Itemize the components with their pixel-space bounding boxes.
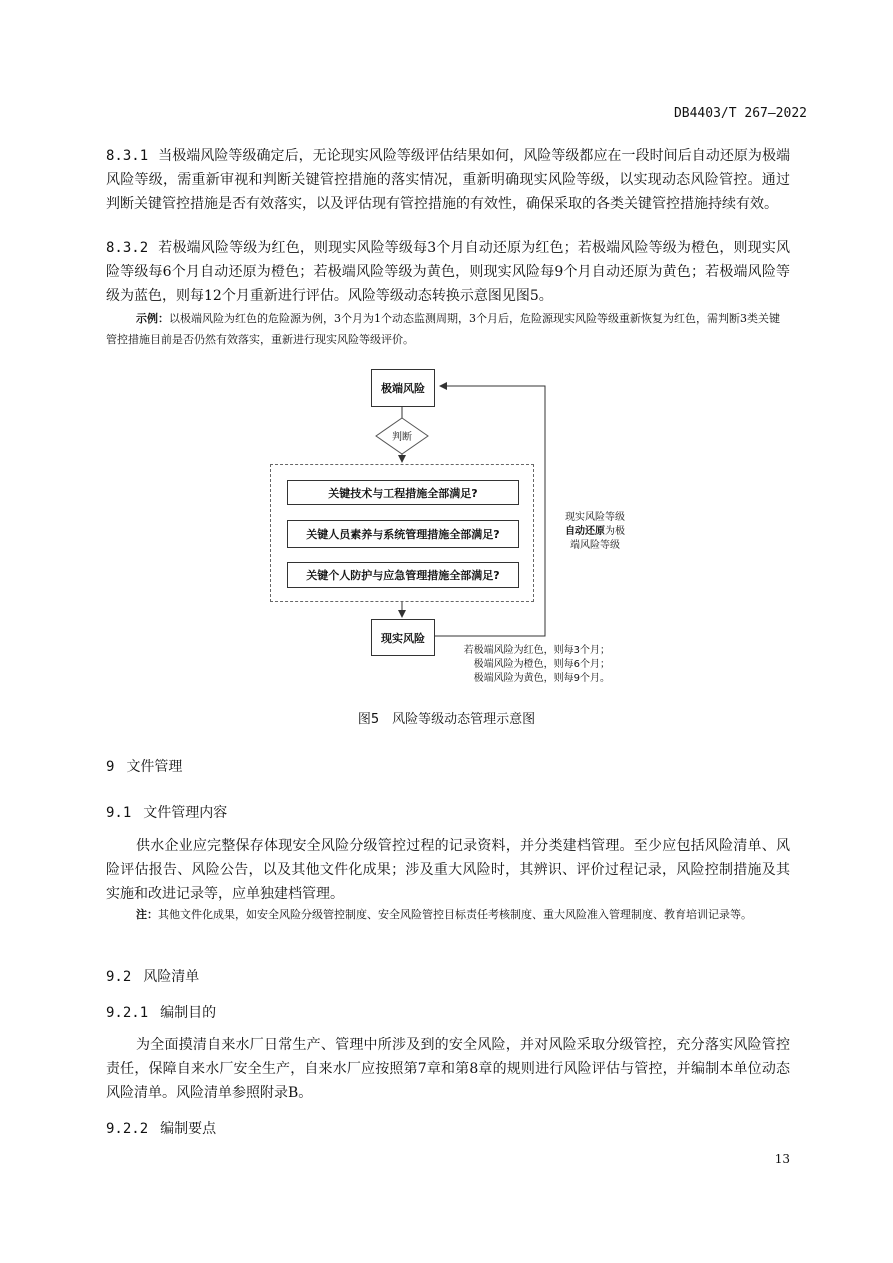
- section-title: 文件管理内容: [143, 805, 228, 821]
- section-title: 编制要点: [160, 1121, 217, 1137]
- section-title: 风险清单: [143, 969, 200, 985]
- section-title: 文件管理: [126, 759, 183, 775]
- clause-text: 若极端风险等级为红色，则现实风险等级每3个月自动还原为红色；若极端风险等级为橙色，则现实风险等级每6个月自动还原为橙色；若极端风险等级为黄色，则现实风险每9个月自动还原为黄色；若极端风险等级为蓝色，则每12个月重新进行评估。风险等级动态转换示意图见图5。: [106, 240, 790, 304]
- section-number: 9: [106, 759, 115, 775]
- cycle-orange: 极端风险为橙色，则每6个月；: [473, 659, 610, 670]
- clause-number: 8.3.1: [106, 148, 149, 164]
- clause-text: 当极端风险等级确定后，无论现实风险等级评估结果如何，风险等级都应在一段时间后自动还原为极端风险等级，需重新审视和判断关键管控措施的落实情况，重新明确现实风险等级，以实现动态风险管控。通过判断关键管控措施是否有效落实，以及评估现有管控措施的有效性，确保采取的各类关键管控措施持续有效。: [106, 148, 790, 212]
- section-9-1-text: 供水企业应完整保存体现安全风险分级管控过程的记录资料，并分类建档管理。至少应包括风险清单、风险评估报告、风险公告，以及其他文件化成果；涉及重大风险时，其辨识、评价过程记录，风险控制措施及其实施和改进记录等，应单独建档管理。: [106, 838, 790, 902]
- example-text: 以极端风险为红色的危险源为例，3个月为1个动态监测周期，3个月后，危险源现实风险等级重新恢复为红色，需判断3类关键管控措施目前是否仍然有效落实，重新进行现实风险等级评价。: [106, 312, 780, 346]
- check-personnel-box: 关键人员素养与系统管理措施全部满足?: [287, 520, 519, 548]
- section-9-2-2-heading: [106, 1118, 216, 1138]
- current-risk-box: 现实风险: [371, 619, 435, 656]
- extreme-risk-box: 极端风险: [371, 369, 435, 407]
- figure-caption: 图5 风险等级动态管理示意图: [357, 712, 536, 727]
- section-9-2-heading: [106, 966, 199, 986]
- section-number: 9.2.1: [106, 1005, 149, 1021]
- section-number: 9.1: [106, 805, 132, 821]
- side-line-1: 现实风险等级: [565, 512, 625, 523]
- section-9-heading: [106, 756, 182, 776]
- auto-restore-note: [552, 511, 638, 553]
- note-label: 注：: [136, 908, 158, 921]
- section-number: 9.2.2: [106, 1121, 149, 1137]
- document-id: DB4403/T 267—2022: [673, 106, 807, 121]
- side-bold-text: 自动还原: [565, 526, 605, 537]
- cycle-red: 若极端风险为红色，则每3个月；: [463, 645, 610, 656]
- example-label: 示例：: [136, 312, 169, 325]
- cycle-yellow: 极端风险为黄色，则每9个月。: [473, 673, 610, 684]
- section-number: 9.2: [106, 969, 132, 985]
- check-protection-box: 关键个人防护与应急管理措施全部满足?: [287, 562, 519, 588]
- check-technical-box: 关键技术与工程措施全部满足?: [287, 480, 519, 505]
- note-9-1: [106, 904, 790, 925]
- section-9-1-heading: [106, 802, 227, 822]
- cycle-note: [440, 644, 610, 686]
- side-line-3: 端风险等级: [570, 540, 620, 551]
- section-title: 编制目的: [160, 1005, 217, 1021]
- clause-number: 8.3.2: [106, 240, 149, 256]
- page-number: 13: [774, 1152, 790, 1166]
- section-9-2-1-text: 为全面摸清自来水厂日常生产、管理中所涉及到的安全风险，并对风险采取分级管控，充分落实风险管控责任，保障自来水厂安全生产，自来水厂应按照第7章和第8章的规则进行风险评估与管控，并编制本单位动态风险清单。风险清单参照附录B。: [106, 1037, 790, 1101]
- note-text: 其他文件化成果，如安全风险分级管控制度、安全风险管控目标责任考核制度、重大风险准入管理制度、教育培训记录等。: [158, 908, 752, 921]
- section-9-2-1-heading: [106, 1002, 216, 1022]
- side-line-2-tail: 为极: [605, 526, 625, 537]
- judge-label: 判断: [392, 432, 412, 443]
